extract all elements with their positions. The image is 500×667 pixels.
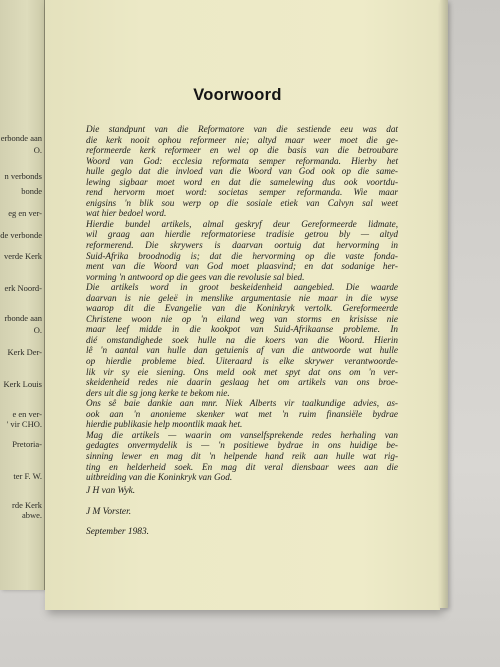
left-page-fragment: O. [33,325,42,335]
body-text-line: gedagtes onvermydelik is — 'n positiewe bydrae in ons huidige be- [86,440,398,451]
foreword-body [86,124,398,483]
body-text-line: die kerk nooit ophou reformeer nie; altyd maar weer moet die ge- [86,134,398,145]
body-text-line: wil graag aan hierdie reformatoriese tradisie getrou bly — altyd [86,229,398,240]
left-page-edge [0,0,45,590]
body-text-line: ook aan 'n anonieme skenker wat met 'n ruim finansiële bydrae [86,408,398,419]
left-page-fragment: erbonde aan [0,133,42,143]
left-page-fragment: O. [33,145,42,155]
body-text-line: Woord van God: ecclesia reformata semper reformanda. Hierby het [86,155,398,166]
body-text-line: uitbreiding van die Koninkryk van God. [86,472,233,483]
body-text-line: ment van die Woord van God moet plaasvind; en dat sodanige her- [86,261,398,272]
page-stack-edge [440,0,448,608]
left-page-fragment: abwe. [21,510,42,520]
body-text-line: Ons sê baie dankie aan mnr. Niek Alberts vir taalkundige advies, as- [86,398,398,409]
body-text-line: waarop dit die Evangelie van die Koninkryk vertolk. Gereformeerde [86,303,398,314]
left-page-fragment: Kerk Der- [7,347,42,357]
body-text-line: reformerend. Die skrywers is daarvan oortuig dat hervorming in [86,240,398,251]
body-text-line: skeidenheid redes nie daarin geslaag het om artikels van ons broe- [86,377,398,388]
left-page-fragment: verde Kerk [4,251,42,261]
signature-author-1: J H van Wyk. [86,486,136,496]
body-text-line: Die standpunt van die Reformatore van die sestiende eeu was dat [86,124,398,134]
left-page-fragment: n verbonds [4,171,42,181]
left-page-fragment: ' vir CHO. [6,419,42,429]
body-text-line: Suid-Afrika broodnodig is; dat die hervorming op die vaste fonda- [86,250,398,261]
signature-date: September 1983. [86,527,150,537]
body-text-line: lik vir sy eie siening. Ons meld ook met spyt dat ons om 'n ver- [86,366,398,377]
left-page-fragment: e en ver- [12,409,42,419]
body-text-line: rend hervorm moet word: societas semper reformanda. Wie maar [86,187,398,198]
body-text-line: hulle geglo dat die invloed van die Woord van God ook op die same- [86,166,398,177]
body-text-line: enigsins 'n blik sou werp op die sosiale etiek van Calvyn sal weet [86,197,398,208]
body-text-line: hierdie publikasie help moontlik maak het. [86,419,243,430]
left-page-fragment: de verbonde [0,230,42,240]
body-text-line: daarvan is nie geleë in menslike argumentasie nie maar in die wyse [86,292,398,303]
body-text-line: lewing sigbaar moet word en dat die samelewing dus ook voortdu- [86,176,398,187]
body-text-line: Hierdie bundel artikels, almal geskryf deur Gereformeerde lidmate, [86,218,398,229]
body-text-line: wat hier bedoel word. [86,208,167,219]
body-text-line: lê 'n aantal van hulle dan getuienis af van die antwoorde wat hulle [86,345,398,356]
body-text-line: ting en helderheid soek. En mag dit veral diensbaar wees aan die [86,461,398,472]
body-text-line: Die artikels word in groot beskeidenheid aangebied. Die waarde [86,282,398,293]
signature-author-2: J M Vorster. [86,507,132,517]
body-text-line: Christene woon nie op 'n eiland weg van storms en krisisse nie [86,313,398,324]
body-text-line: dié omstandighede soek hulle na die koers van die Woord. Hierin [86,334,398,345]
left-page-fragment: eg en ver- [8,208,42,218]
body-text-line: maar leef midde in die kookpot van Suid-Afrikaanse probleme. In [86,324,398,335]
left-page-fragment: bonde [21,186,42,196]
body-text-line: op hierdie probleme bied. Uiteraard is elke skrywer verantwoorde- [86,356,398,367]
body-text-line: Mag die artikels — waarin om vanselfsprekende redes herhaling van [86,429,398,440]
left-page-fragment: rbonde aan [4,313,42,323]
left-page-fragment: Pretoria- [12,439,42,449]
left-page-fragment: rde Kerk [12,500,42,510]
left-page-fragment: erk Noord- [4,283,42,293]
left-page-fragment: ter F. W. [13,471,42,481]
left-page-fragment: Kerk Louis [3,379,42,389]
body-text-line: reformeerde kerk reformeer en wel op die basis van die betroubare [86,145,398,156]
body-text-line: vorming 'n antwoord op die gees van die revolusie sal bied. [86,271,305,282]
body-text-line: sinning lewer en mag dit 'n helpende hand reik aan hulle wat rig- [86,450,398,461]
page-title: Voorwoord [193,86,282,104]
body-text-line: ders uit die sg jong kerke te bekom nie. [86,387,230,398]
